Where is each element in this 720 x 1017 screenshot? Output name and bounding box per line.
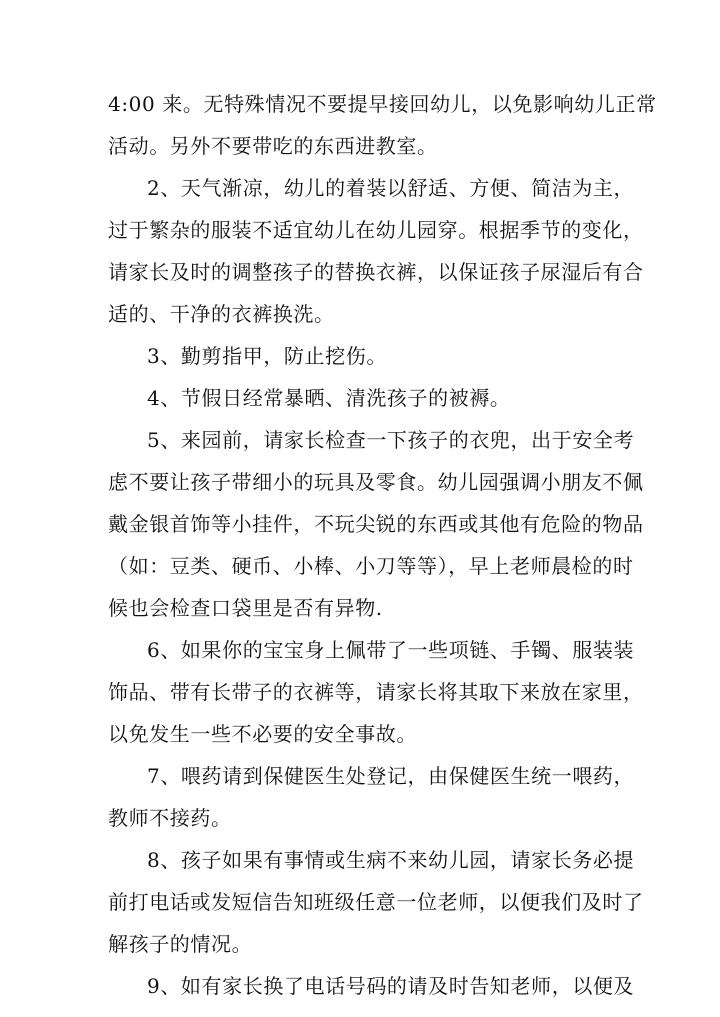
text-line: 4、节假日经常暴晒、清洗孩子的被褥。 bbox=[147, 386, 511, 410]
text-line: 前打电话或发短信告知班级任意一位老师，以便我们及时了 bbox=[108, 890, 644, 914]
text-line: 活动。另外不要带吃的东西进教室。 bbox=[108, 134, 438, 158]
text-line: 9、如有家长换了电话号码的请及时告知老师，以便及 bbox=[147, 974, 635, 998]
text-line: 3、勤剪指甲，防止挖伤。 bbox=[147, 344, 387, 368]
text-line: 4:00 来。无特殊情况不要提早接回幼儿，以免影响幼儿正常 bbox=[108, 92, 657, 116]
text-line: 7、喂药请到保健医生处登记，由保健医生统一喂药， bbox=[147, 764, 635, 788]
text-line: 虑不要让孩子带细小的玩具及零食。幼儿园强调小朋友不佩 bbox=[108, 470, 644, 494]
text-line: 解孩子的情况。 bbox=[108, 932, 253, 956]
text-line: 适的、干净的衣裤换洗。 bbox=[108, 302, 335, 326]
text-line: 5、来园前，请家长检查一下孩子的衣兜，出于安全考 bbox=[147, 428, 635, 452]
text-line: （如：豆类、硬币、小棒、小刀等等），早上老师晨检的时 bbox=[108, 554, 634, 578]
text-line: 过于繁杂的服装不适宜幼儿在幼儿园穿。根据季节的变化， bbox=[108, 218, 644, 242]
text-line: 戴金银首饰等小挂件，不玩尖锐的东西或其他有危险的物品 bbox=[108, 512, 644, 536]
text-line: 候也会检查口袋里是否有异物. bbox=[108, 596, 383, 620]
text-line: 请家长及时的调整孩子的替换衣裤，以保证孩子尿湿后有合 bbox=[108, 260, 644, 284]
text-line: 6、如果你的宝宝身上佩带了一些项链、手镯、服装装 bbox=[147, 638, 635, 662]
text-line: 2、天气渐凉，幼儿的着装以舒适、方便、简洁为主， bbox=[147, 176, 635, 200]
text-line: 以免发生一些不必要的安全事故。 bbox=[108, 722, 417, 746]
text-line: 饰品、带有长带子的衣裤等，请家长将其取下来放在家里， bbox=[108, 680, 644, 704]
text-line: 教师不接药。 bbox=[108, 806, 232, 830]
text-line: 8、孩子如果有事情或生病不来幼儿园，请家长务必提 bbox=[147, 848, 635, 872]
